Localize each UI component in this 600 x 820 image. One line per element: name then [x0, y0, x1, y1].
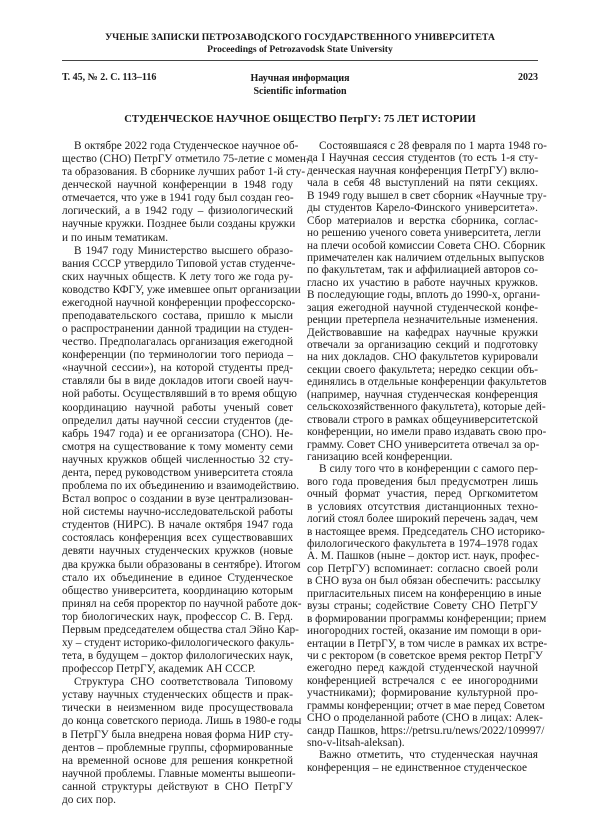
text-line: А. М. Пашков (ныне – доктор ист. наук, профес-: [307, 550, 540, 563]
text-line: в формировании программы конференции; прием: [307, 612, 547, 625]
text-line: тета, в будущем – доктор филологических наук,: [62, 650, 293, 663]
text-line: СНО о проделанной работе (СНО в лицах: Алек-: [307, 712, 543, 725]
journal-header: [0, 32, 600, 56]
text-line: проблема по их объединению и взаимодействию.: [62, 480, 300, 493]
paragraph: [62, 676, 302, 807]
text-line: координацию научной работы ученый совет: [62, 401, 293, 414]
text-line: грамму. Совет СНО университета отвечал за ор-: [307, 438, 540, 451]
paragraph: [307, 140, 547, 463]
text-line: профессор ПетрГУ, академик АН СССР.: [62, 663, 256, 676]
text-line: секции своего факультета; нередко секции объ-: [307, 363, 538, 376]
text-line: Состоявшаяся с 28 февраля по 1 марта 1948 го-: [319, 140, 547, 152]
text-line: да I Научная сессия студентов (то есть 1-я сту-: [307, 152, 538, 165]
text-line: чала в себя 48 выступлений на пяти секциях.: [307, 177, 538, 190]
text-line: конференции (по терминологии того периода –: [62, 349, 293, 362]
text-line: состоялась конференция всех существовавших: [62, 532, 293, 545]
text-line: та образования. В сборнике лучших работ 1-й сту-: [62, 166, 306, 179]
text-line: ских научных обществ. К лету того же года ру-: [62, 270, 293, 283]
text-line: сандр Пашков, https://petrsu.ru/news/2022/109997/: [307, 724, 545, 737]
text-line: вузы страны; содействие Совету СНО ПетрГУ: [307, 600, 538, 613]
text-line: тически в неизменном виде просуществовала: [62, 702, 293, 715]
text-line: (например, научная студенческая конференция: [307, 388, 538, 401]
text-line: денческая научная конференция ПетрГУ) вклю-: [307, 164, 539, 177]
text-line: ной системы научно-исследовательской работы: [62, 506, 293, 519]
text-line: сор ПетрГУ) вспоминает: согласно своей роли: [307, 562, 538, 575]
text-line: ежегодной научной конференции профессорско-: [62, 296, 296, 309]
text-line: ной работы. Осуществлявший в то время общую: [62, 388, 298, 401]
paragraph: [62, 244, 302, 677]
citation: Т. 45, № 2. С. 113–116: [62, 72, 157, 83]
text-line: примечателен как наличием отдельных выпусков: [307, 251, 545, 264]
journal-title-ru: УЧЕНЫЕ ЗАПИСКИ ПЕТРОЗАВОДСКОГО ГОСУДАРСТВЕННОГО УНИВЕРСИТЕТА: [105, 32, 495, 43]
text-line: щество (СНО) ПетрГУ отметило 75-летие с момен-: [62, 153, 310, 166]
text-line: Важно отметить, что студенческая научная: [319, 749, 538, 762]
text-line: В силу того что в конференции с самого пер-: [319, 463, 538, 476]
paragraph: [307, 749, 538, 774]
text-line: ганизацию всей конференции.: [307, 450, 453, 463]
paragraph: [307, 463, 548, 749]
text-line: филологического факультета в 1974–1978 годах: [307, 538, 538, 550]
text-line: логий стоял более широкий перечень задач, чем: [307, 513, 539, 526]
year: 2023: [518, 72, 538, 83]
article-title: СТУДЕНЧЕСКОЕ НАУЧНОЕ ОБЩЕСТВО ПетрГУ: 75 ЛЕТ ИСТОРИИ: [124, 114, 476, 125]
text-line: конференция – не единственное студенческое: [307, 761, 528, 774]
text-line: денческой научной конференции в 1948 году: [62, 179, 293, 192]
text-line: Структура СНО соответствовала Типовому: [74, 676, 293, 689]
text-line: смотря на существование к тому моменту семи: [62, 440, 293, 453]
text-line: ководство КФГУ, уже имевшее опыт организации: [62, 283, 301, 296]
section-label: [0, 72, 600, 98]
text-line: преподавательского состава, пришло к мысли: [62, 310, 293, 323]
section-ru: Научная информация: [250, 73, 350, 84]
text-line: стало их объединение в единое Студенческое: [62, 571, 293, 584]
text-line: граммы конференции; отчет в мае перед Советом: [307, 699, 545, 712]
text-line: в ПетрГУ была внедрена новая форма НИР сту-: [62, 728, 293, 741]
text-line: по факультетам, так и аффилиацией авторов со-: [307, 264, 538, 277]
text-line: санной структуры действуют в СНО ПетрГУ: [62, 780, 293, 793]
text-line: сельскохозяйственного факультета), которые дей-: [307, 401, 546, 414]
text-line: пригласительных писем на конференцию в иные: [307, 587, 542, 600]
text-line: уставу научных студенческих обществ и прак-: [62, 689, 293, 702]
text-line: принял на себя проректор по научной работе док-: [62, 597, 302, 610]
text-line: но решению ученого совета университета, легли: [307, 227, 541, 240]
text-line: Первым председателем общества стал Эйно Кар-: [62, 623, 299, 636]
text-line: ренции претерпела незначительные изменения.: [307, 314, 538, 327]
text-line: Действовавшие на кафедрах научные кружки: [307, 326, 538, 339]
text-line: в СНО вуза он был обязан обеспечить: рассылку: [307, 575, 541, 588]
text-line: очный формат участия, перед Оргкомитетом: [307, 488, 538, 501]
text-line: В октябре 2022 года Студенческое научное об-: [74, 140, 299, 152]
text-line: кабрь 1947 года) и ее организатора (СНО). Не-: [62, 427, 293, 440]
text-line: «научной сессии»), на которой студенты пред-: [62, 362, 293, 375]
text-line: ежегодно перед каждой студенческой научной: [307, 662, 538, 675]
text-line: на плечи особой комиссии Совета СНО. Сборник: [307, 239, 546, 252]
text-line: участниками); формирование культурной про-: [307, 687, 538, 700]
text-line: до конца советского периода. Лишь в 1980-е годы: [62, 715, 302, 728]
text-line: чество. Предполагалась организация ежегодной: [62, 336, 293, 349]
text-line: дентов – проблемные группы, сформированные: [62, 741, 293, 754]
text-line: в условиях отсутствия дистанционных техно-: [307, 500, 538, 513]
text-line: конференцией встречался с ее иногородними: [307, 674, 538, 687]
text-line: на временной основе для решения конкретной: [62, 754, 293, 767]
right-column: [307, 140, 548, 774]
text-line: ды студентов Карело-Финского университета».: [307, 202, 538, 215]
text-line: отвечали за организацию секций и подготовку: [307, 339, 538, 351]
text-line: девяти научных студенческих кружков (новые: [62, 545, 293, 558]
text-line: тор биологических наук, профессор С. В. Герд.: [62, 610, 293, 623]
text-line: отмечается, что уже в 1941 году был создан гео-: [62, 192, 294, 205]
text-line: в настоящее время. Председатель СНО историко-: [307, 525, 545, 538]
text-line: гласно их участию в работе научных кружков.: [307, 276, 538, 289]
text-line: sno-v-litsah-aleksan).: [307, 737, 405, 749]
text-line: научной проблемы. Главные моменты вышеопи-: [62, 767, 296, 780]
text-line: иногородних гостей, оказание им помощи в ори-: [307, 625, 542, 638]
text-line: ху – студент историко-филологического факуль-: [62, 636, 295, 649]
text-line: о распространении данной традиции на студен-: [62, 323, 293, 336]
text-line: логический, а в 1942 году – физиологический: [62, 205, 293, 218]
text-line: определил даты научной сессии студентов (де-: [62, 414, 293, 427]
text-line: дента, перед руководством университета стояла: [62, 466, 293, 479]
paragraph: [62, 140, 310, 245]
text-line: научных кружков общей численностью 32 сту-: [62, 453, 293, 466]
section-en: Scientific information: [253, 86, 347, 97]
text-line: Встал вопрос о создании в вузе централизован-: [62, 493, 293, 506]
text-line: студентов (НИРС). В начале октября 1947 года: [62, 519, 293, 532]
text-line: конференции, но имели право издавать свою про-: [307, 426, 547, 439]
text-line: ствовали строго в рамках общеуниверситетской: [307, 413, 538, 426]
text-line: Сбор материалов и верстка сборника, соглас-: [307, 214, 538, 227]
text-line: ставляли бы в виде докладов итоги своей науч-: [62, 375, 293, 388]
text-line: вания СССР утвердило Типовой устав студенче-: [62, 257, 296, 270]
text-line: научные кружки. Позднее были созданы кружки: [62, 218, 296, 231]
text-line: В 1949 году вышел в свет сборник «Научные тру-: [307, 189, 547, 202]
header-divider: [62, 60, 538, 61]
text-line: общество университета, координацию которым: [62, 584, 293, 597]
text-line: на них докладов. СНО факультетов курировали: [307, 351, 538, 364]
text-line: вого года проведения был предусмотрен лишь: [307, 475, 538, 488]
text-line: два кружка были образованы в сентябре). Итогом: [62, 558, 301, 571]
text-line: зация ежегодной научной студенческой конфе-: [307, 301, 538, 314]
left-column: [62, 140, 310, 807]
text-line: и по иным тематикам.: [62, 231, 169, 244]
text-line: единялись в отдельные конференции факультетов: [307, 376, 547, 389]
text-line: ентации в ПетрГУ, в том числе в рамках их встре-: [307, 637, 548, 650]
text-line: чи с ректором (в советское время ректор ПетрГУ: [307, 649, 543, 662]
text-line: В последующие годы, вплоть до 1990-х, органи-: [307, 289, 541, 302]
text-line: до сих пор.: [62, 793, 116, 806]
journal-title-en: Proceedings of Petrozavodsk State University: [207, 44, 393, 55]
text-line: В 1947 году Министерство высшего образо-: [74, 244, 293, 257]
